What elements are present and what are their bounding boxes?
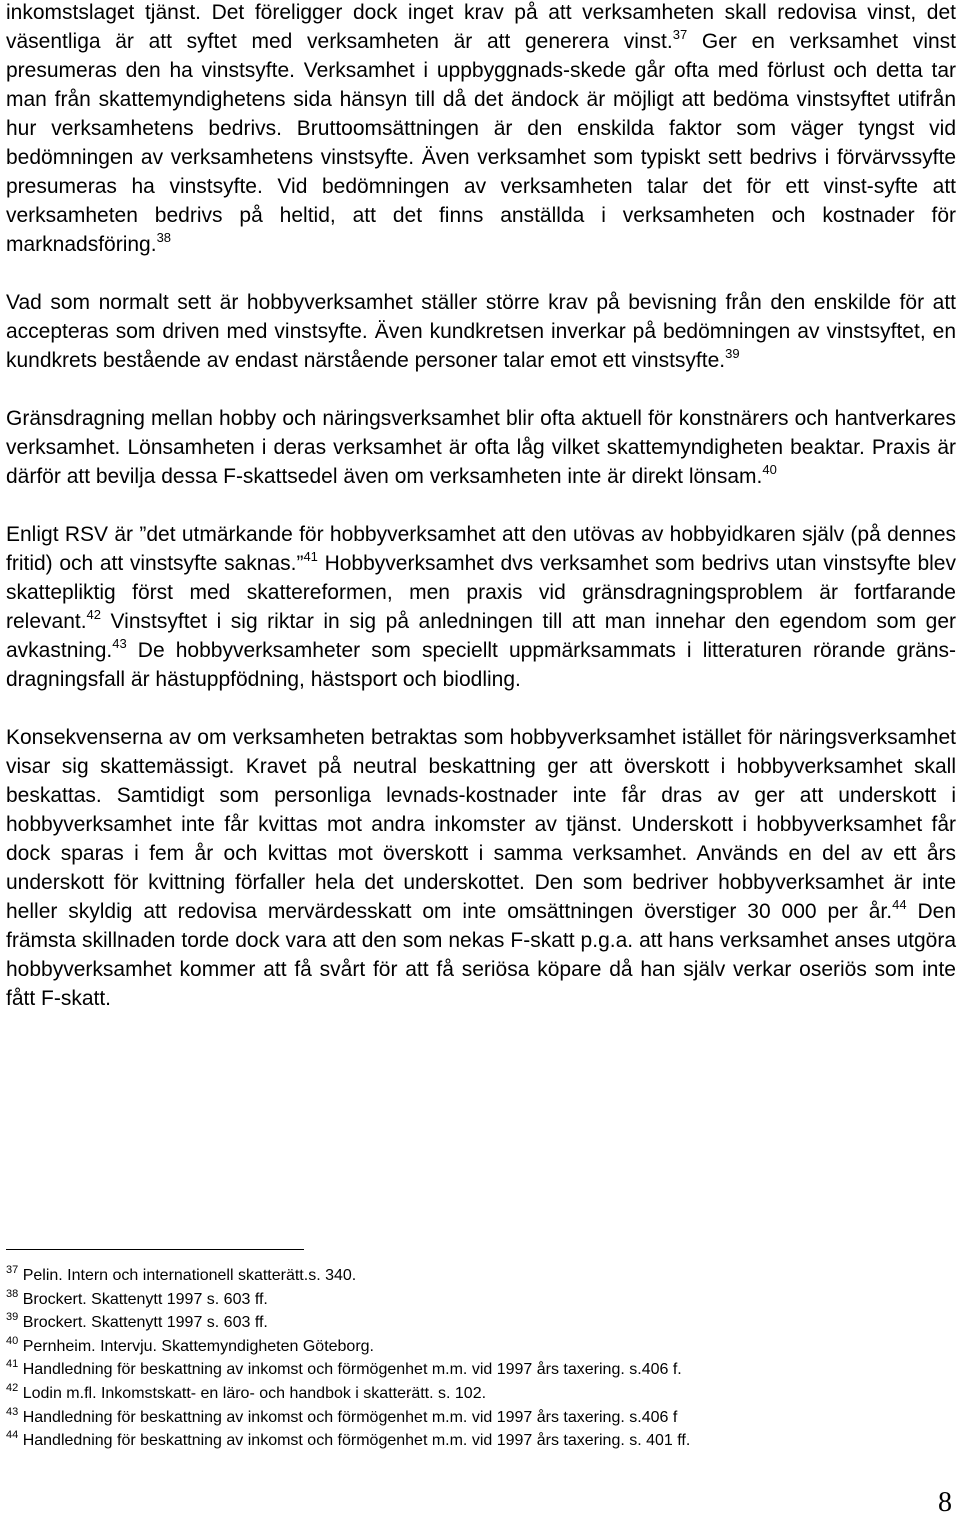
footnote-number: 43 [6,1405,19,1418]
footnote-ref: 38 [156,230,172,245]
page-content [6,0,956,1042]
paragraph [6,520,956,694]
footnote-number: 37 [6,1264,19,1276]
footnote-text: Brockert. Skattenytt 1997 s. 603 ff. [18,1290,268,1308]
footnote-number: 41 [6,1358,19,1371]
footnote-separator [6,1249,304,1250]
footnote-text: Handledning för beskattning av inkomst och förmögenhet m.m. vid 1997 års taxering. s.406 f. [18,1361,682,1379]
footnote-ref: 43 [112,636,127,651]
footnote-ref: 39 [725,346,740,361]
footnote-item [6,1382,956,1406]
footnote-text: Handledning för beskattning av inkomst och förmögenhet m.m. vid 1997 års taxering. s. 401 ff. [18,1432,691,1450]
text-run: Enligt RSV är ”det utmärkande för hobbyverksamhet att den utövas av hobbyidkaren själv (på dennes fritid) och att vinstsyfte saknas.” [6,523,956,575]
paragraph [6,723,956,1013]
footnote-text: Handledning för beskattning av inkomst och förmögenhet m.m. vid 1997 års taxering. s.406 f [18,1408,678,1426]
text-run: inkomstslaget tjänst. Det föreligger dock inget krav på att verksamheten skall redovisa vinst, det väsentliga är att syftet med verksamheten är att generera vinst. [6,1,956,53]
document-body [6,0,956,1013]
page-number: 8 [938,1487,952,1518]
footnote-text: Lodin m.fl. Inkomstskatt- en läro- och handbok i skatterätt. s. 102. [18,1384,487,1402]
footnotes [6,1264,956,1453]
footnote-item [6,1429,956,1453]
footnote-number: 42 [6,1381,19,1394]
footnote-ref: 40 [762,462,777,477]
footnote-item [6,1311,956,1335]
footnote-item [6,1288,956,1312]
footnote-item [6,1358,956,1382]
footnote-number: 40 [6,1334,19,1347]
paragraph [6,288,956,375]
footnote-ref: 44 [892,897,907,912]
text-run: De hobbyverksamheter som speciellt uppmärksammats i litteraturen rörande gräns-dragningsfall är hästuppfödning, hästsport och biodling. [6,639,956,691]
footnote-number: 44 [6,1429,19,1442]
footnote-text: Brockert. Skattenytt 1997 s. 603 ff. [18,1314,268,1332]
footnote-item [6,1335,956,1359]
text-run: Vad som normalt sett är hobbyverksamhet ställer större krav på bevisning från den enskilde för att accepteras som driven med vinstsyfte. Även kundkretsen inverkar på bedömningen av vinstsyftet, en kundkrets bestående av endast närstående personer talar emot ett vinstsyfte. [6,291,956,372]
footnote-text: Pelin. Intern och internationell skatterätt.s. 340. [18,1267,357,1284]
footnote-text: Pernheim. Intervju. Skattemyndigheten Göteborg. [18,1337,374,1355]
paragraph [6,404,956,491]
text-run: Den främsta skillnaden torde dock vara att den som nekas F-skatt p.g.a. att hans verksamhet anses utgöra hobbyverksamhet kommer att få svårt för att få seriösa köpare då han själv verkar oseriös som inte fått F-skatt. [6,900,957,1010]
footnote-ref: 42 [86,607,102,622]
footnote-ref: 41 [303,549,318,564]
text-run: Gränsdragning mellan hobby och näringsverksamhet blir ofta aktuell för konstnärers och hantverkares verksamhet. Lönsamheten i deras verksamhet är ofta låg vilket skattemyndigheten beaktar. Praxis är därför att bevilja dessa F-skattsedel även om verksamheten inte är direkt lönsam. [6,407,956,488]
footnote-item [6,1406,956,1430]
paragraph [6,0,956,259]
footnote-number: 38 [6,1287,19,1300]
text-run: Vinstsyftet i sig riktar in sig på anledningen till att man innehar den egendom som ger avkastning. [6,610,956,662]
footnote-ref: 37 [672,27,688,42]
text-run: Hobbyverksamhet dvs verksamhet som bedrivs utan vinstsyfte blev skattepliktig först med skattereformen, men praxis vid gränsdragningsproblem är fortfarande relevant. [6,552,956,633]
text-run: Konsekvenserna av om verksamheten betraktas som hobbyverksamhet istället för näringsverksamhet visar sig skattemässigt. Kravet på neutral beskattning ger att överskott i hobbyverksamhet skall beskattas. Samtidigt som personliga levnads-kostnader inte får dras av ger att underskott i hobbyverksamhet inte får kvittas mot andra inkomster av tjänst. Underskott i hobbyverksamhet får dock sparas i fem år och kvittas mot överskott i samma verksamhet. Används en del av ett års underskott för kvittning förfaller hela det underskottet. Den som bedriver hobbyverksamhet är inte heller skyldig att redovisa mervärdesskatt om inte omsättningen överstiger 30 000 per år. [6,726,956,923]
footnote-number: 39 [6,1311,19,1324]
footnote-item [6,1264,956,1288]
text-run: Ger en verksamhet vinst presumeras den ha vinstsyfte. Verksamhet i uppbyggnads-skede går ofta med förlust och detta tar man från skattemyndighetens sida hänsyn till då det ändock är möjligt att bedöma vinstsyftet utifrån hur verksamhetens bedrivs. Bruttoomsättningen är den enskilda faktor som väger tyngst vid bedömningen av verksamhetens vinstsyfte. Även verksamhet som typiskt sett bedrivs i förvärvssyfte presumeras ha vinstsyfte. Vid bedömningen av verksamheten talar det för ett vinst-syfte att verksamheten bedrivs på heltid, att det finns anställda i verksamheten och kostnader för marknadsföring. [6,30,957,256]
